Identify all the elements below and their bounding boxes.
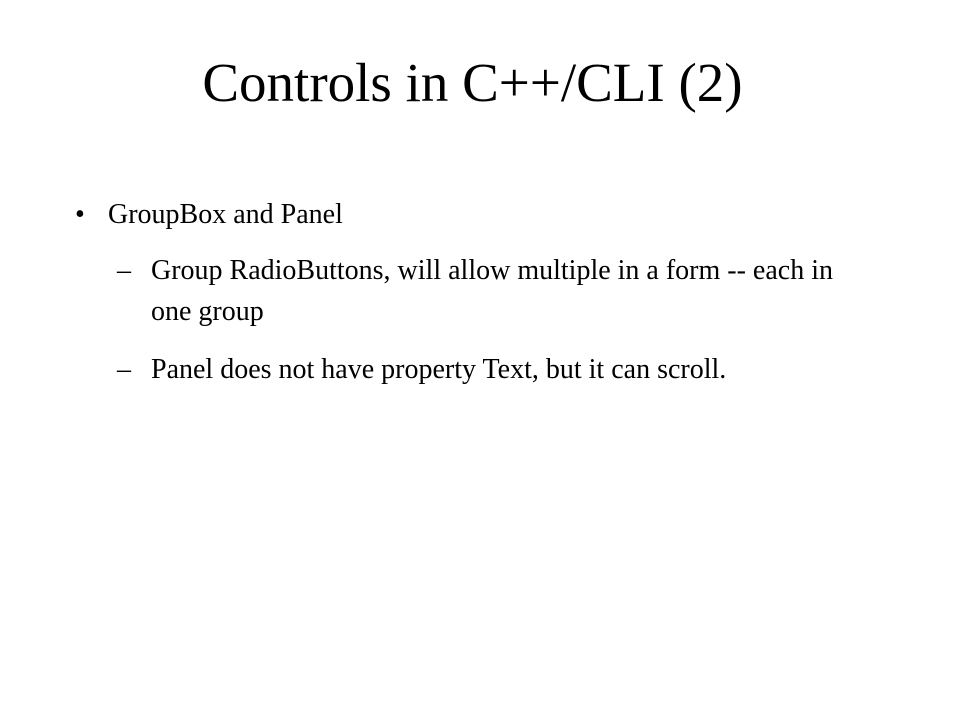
sub-bullet-marker: – [117, 255, 131, 286]
sub-bullet-marker: – [117, 354, 131, 385]
sub-bullet-item [117, 250, 833, 332]
bullet-text: GroupBox and Panel [108, 199, 343, 230]
bullet-marker: • [75, 199, 85, 230]
sub-bullet-item [117, 349, 833, 390]
sub-bullet-text: Panel does not have property Text, but it can scroll. [151, 354, 727, 385]
sub-bullet-text: Group RadioButtons, will allow multiple in a form -- each in one group [151, 255, 833, 327]
slide-title: Controls in C++/CLI (2) [202, 52, 743, 113]
